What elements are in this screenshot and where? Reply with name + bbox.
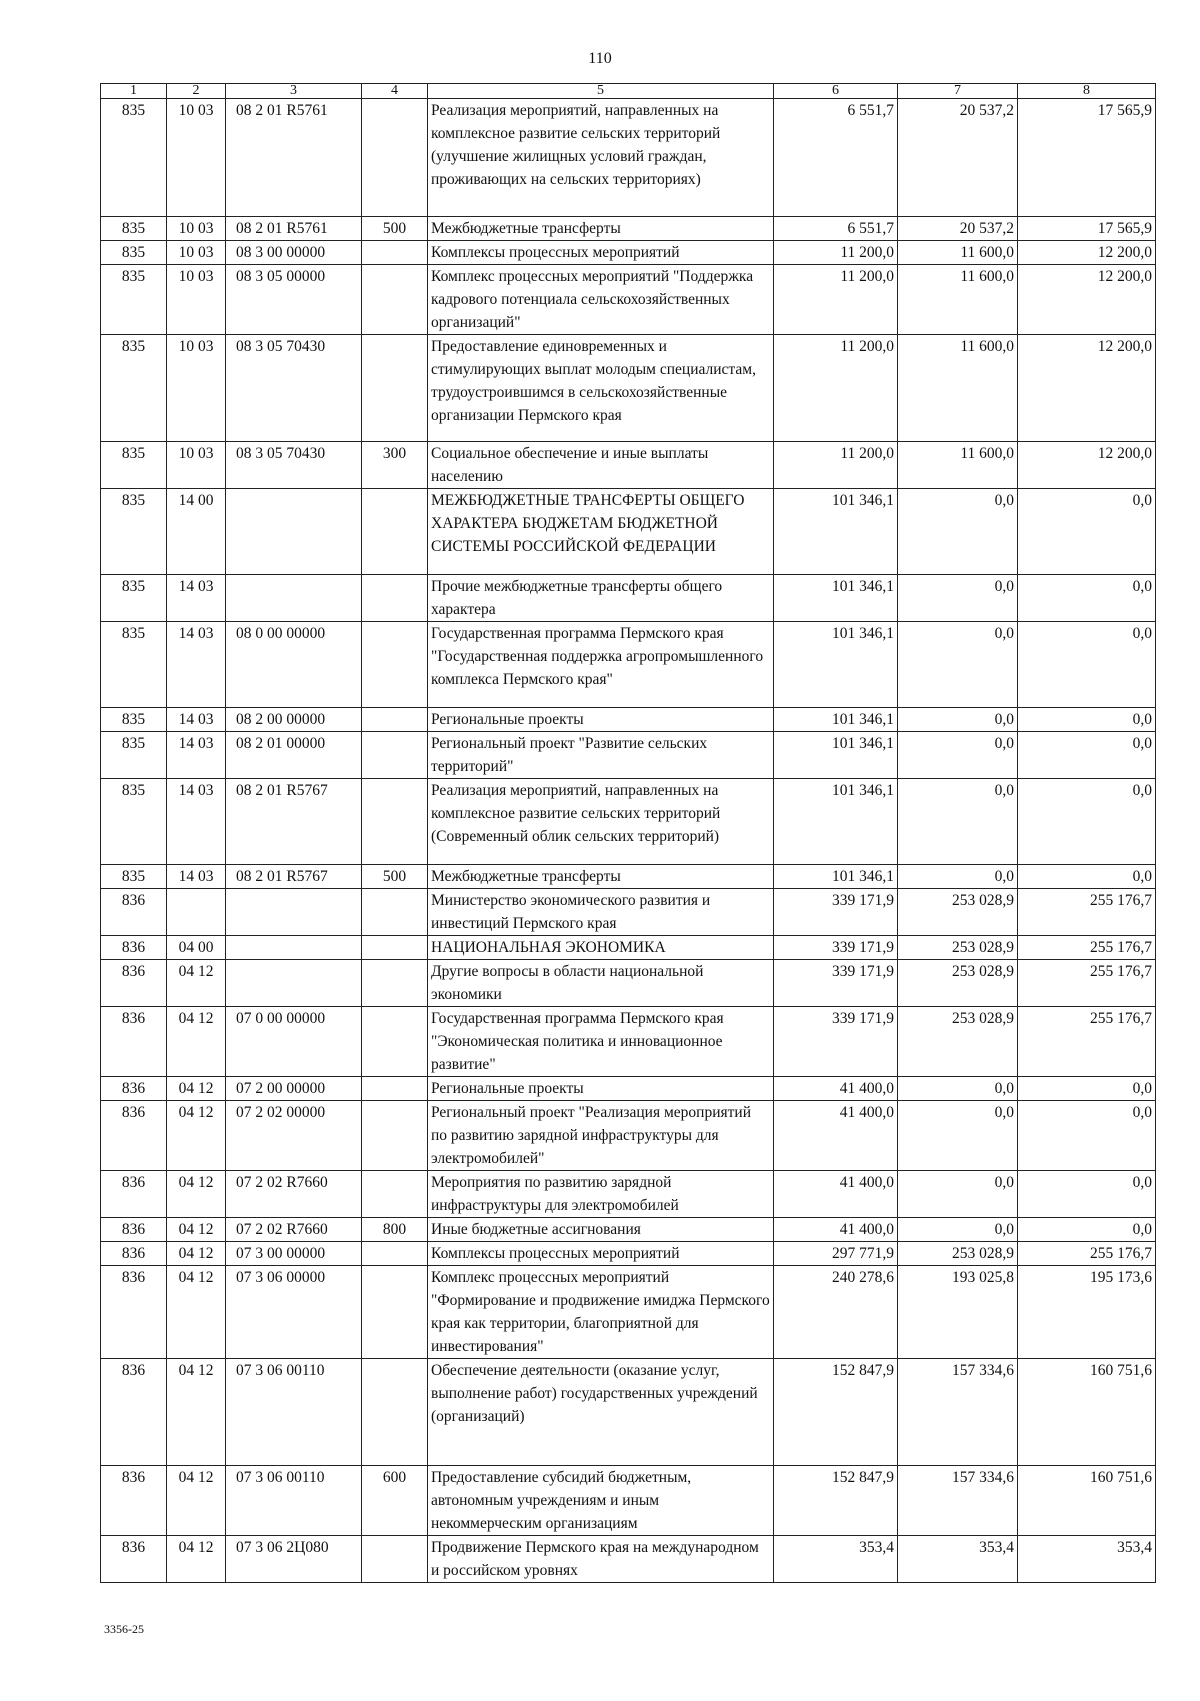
table-row [101, 217, 1156, 241]
expense-type-cell: 500 [362, 217, 428, 241]
expense-type-cell [362, 889, 428, 936]
gov-code-cell: 835 [101, 575, 167, 622]
section-code-cell: 04 12 [167, 1171, 226, 1218]
amount-cell: 255 176,7 [1018, 1007, 1156, 1077]
amount-cell: 11 600,0 [898, 442, 1018, 489]
description-cell: Другие вопросы в области национальной экономики [428, 960, 774, 1007]
table-row [101, 335, 1156, 442]
target-code-cell [226, 960, 362, 1007]
amount-cell: 255 176,7 [1018, 889, 1156, 936]
description-cell: Мероприятия по развитию зарядной инфраструктуры для электромобилей [428, 1171, 774, 1218]
table-row [101, 960, 1156, 1007]
amount-cell: 193 025,8 [898, 1266, 1018, 1359]
gov-code-cell: 835 [101, 732, 167, 779]
gov-code-cell: 835 [101, 622, 167, 708]
amount-cell: 41 400,0 [774, 1077, 898, 1101]
gov-code-cell: 836 [101, 1466, 167, 1536]
amount-cell: 240 278,6 [774, 1266, 898, 1359]
expense-type-cell [362, 960, 428, 1007]
description-cell: Комплекс процессных мероприятий "Формирование и продвижение имиджа Пермского края как территории, благоприятной для инвестирования" [428, 1266, 774, 1359]
target-code-cell: 08 3 05 70430 [226, 442, 362, 489]
gov-code-cell: 836 [101, 960, 167, 1007]
section-code-cell: 04 12 [167, 960, 226, 1007]
amount-cell: 11 200,0 [774, 241, 898, 265]
section-code-cell: 14 03 [167, 779, 226, 865]
description-cell: МЕЖБЮДЖЕТНЫЕ ТРАНСФЕРТЫ ОБЩЕГО ХАРАКТЕРА БЮДЖЕТАМ БЮДЖЕТНОЙ СИСТЕМЫ РОССИЙСКОЙ ФЕДЕРАЦИИ [428, 489, 774, 575]
amount-cell: 11 600,0 [898, 265, 1018, 335]
gov-code-cell: 836 [101, 1007, 167, 1077]
amount-cell: 6 551,7 [774, 217, 898, 241]
expense-type-cell [362, 1007, 428, 1077]
target-code-cell: 08 2 01 R5761 [226, 99, 362, 217]
amount-cell: 17 565,9 [1018, 217, 1156, 241]
target-code-cell: 08 2 01 R5767 [226, 865, 362, 889]
amount-cell: 12 200,0 [1018, 335, 1156, 442]
description-cell: Прочие межбюджетные трансферты общего характера [428, 575, 774, 622]
gov-code-cell: 836 [101, 936, 167, 960]
section-code-cell: 04 12 [167, 1536, 226, 1583]
expense-type-cell [362, 779, 428, 865]
amount-cell: 11 600,0 [898, 241, 1018, 265]
amount-cell: 0,0 [1018, 1218, 1156, 1242]
expense-type-cell [362, 1101, 428, 1171]
target-code-cell [226, 889, 362, 936]
section-code-cell: 14 03 [167, 622, 226, 708]
column-header: 7 [898, 84, 1018, 99]
amount-cell: 255 176,7 [1018, 1242, 1156, 1266]
table-row [101, 1171, 1156, 1218]
amount-cell: 255 176,7 [1018, 936, 1156, 960]
gov-code-cell: 835 [101, 708, 167, 732]
gov-code-cell: 835 [101, 865, 167, 889]
table-row [101, 442, 1156, 489]
gov-code-cell: 836 [101, 1101, 167, 1171]
amount-cell: 41 400,0 [774, 1171, 898, 1218]
gov-code-cell: 835 [101, 489, 167, 575]
description-cell: Региональный проект "Реализация мероприятий по развитию зарядной инфраструктуры для электромобилей" [428, 1101, 774, 1171]
expense-type-cell [362, 241, 428, 265]
target-code-cell: 07 0 00 00000 [226, 1007, 362, 1077]
gov-code-cell: 836 [101, 1359, 167, 1466]
amount-cell: 253 028,9 [898, 1242, 1018, 1266]
target-code-cell: 07 3 06 2Ц080 [226, 1536, 362, 1583]
expense-type-cell [362, 575, 428, 622]
table-row [101, 1359, 1156, 1466]
amount-cell: 160 751,6 [1018, 1359, 1156, 1466]
table-row [101, 1218, 1156, 1242]
description-cell: Реализация мероприятий, направленных на комплексное развитие сельских территорий (улучшение жилищных условий граждан, проживающих на сельских территориях) [428, 99, 774, 217]
target-code-cell: 07 3 06 00110 [226, 1359, 362, 1466]
description-cell: Государственная программа Пермского края "Экономическая политика и инновационное развитие" [428, 1007, 774, 1077]
section-code-cell: 04 00 [167, 936, 226, 960]
expense-type-cell [362, 99, 428, 217]
amount-cell: 12 200,0 [1018, 265, 1156, 335]
gov-code-cell: 836 [101, 1077, 167, 1101]
description-cell: Социальное обеспечение и иные выплаты населению [428, 442, 774, 489]
table-row [101, 622, 1156, 708]
target-code-cell [226, 936, 362, 960]
table-row [101, 1266, 1156, 1359]
amount-cell: 41 400,0 [774, 1218, 898, 1242]
amount-cell: 0,0 [1018, 489, 1156, 575]
amount-cell: 0,0 [898, 1101, 1018, 1171]
section-code-cell: 10 03 [167, 241, 226, 265]
amount-cell: 0,0 [1018, 865, 1156, 889]
amount-cell: 17 565,9 [1018, 99, 1156, 217]
expense-type-cell: 300 [362, 442, 428, 489]
amount-cell: 152 847,9 [774, 1466, 898, 1536]
expense-type-cell [362, 489, 428, 575]
description-cell: Региональный проект "Развитие сельских территорий" [428, 732, 774, 779]
section-code-cell: 10 03 [167, 335, 226, 442]
description-cell: Предоставление единовременных и стимулирующих выплат молодым специалистам, трудоустроившимся в сельскохозяйственные организации Пермского края [428, 335, 774, 442]
target-code-cell: 08 3 05 70430 [226, 335, 362, 442]
table-row [101, 1536, 1156, 1583]
amount-cell: 0,0 [1018, 1171, 1156, 1218]
amount-cell: 339 171,9 [774, 960, 898, 1007]
target-code-cell: 07 2 00 00000 [226, 1077, 362, 1101]
gov-code-cell: 835 [101, 442, 167, 489]
section-code-cell: 10 03 [167, 217, 226, 241]
amount-cell: 101 346,1 [774, 489, 898, 575]
section-code-cell: 04 12 [167, 1007, 226, 1077]
amount-cell: 253 028,9 [898, 889, 1018, 936]
expense-type-cell [362, 1536, 428, 1583]
column-header: 5 [428, 84, 774, 99]
table-row [101, 1242, 1156, 1266]
description-cell: Реализация мероприятий, направленных на комплексное развитие сельских территорий (Современный облик сельских территорий) [428, 779, 774, 865]
target-code-cell: 08 2 01 R5767 [226, 779, 362, 865]
amount-cell: 0,0 [898, 489, 1018, 575]
description-cell: Продвижение Пермского края на международном и российском уровнях [428, 1536, 774, 1583]
amount-cell: 101 346,1 [774, 622, 898, 708]
column-header: 1 [101, 84, 167, 99]
expense-type-cell [362, 265, 428, 335]
amount-cell: 0,0 [1018, 1077, 1156, 1101]
description-cell: Межбюджетные трансферты [428, 865, 774, 889]
amount-cell: 353,4 [898, 1536, 1018, 1583]
expense-type-cell: 800 [362, 1218, 428, 1242]
section-code-cell: 14 03 [167, 865, 226, 889]
gov-code-cell: 835 [101, 241, 167, 265]
table-row [101, 489, 1156, 575]
section-code-cell: 14 03 [167, 708, 226, 732]
section-code-cell: 04 12 [167, 1242, 226, 1266]
target-code-cell [226, 489, 362, 575]
amount-cell: 0,0 [898, 1077, 1018, 1101]
amount-cell: 12 200,0 [1018, 241, 1156, 265]
amount-cell: 0,0 [898, 575, 1018, 622]
section-code-cell: 10 03 [167, 99, 226, 217]
gov-code-cell: 835 [101, 335, 167, 442]
description-cell: Обеспечение деятельности (оказание услуг, выполнение работ) государственных учреждений (организаций) [428, 1359, 774, 1466]
amount-cell: 0,0 [898, 865, 1018, 889]
amount-cell: 0,0 [1018, 575, 1156, 622]
amount-cell: 20 537,2 [898, 99, 1018, 217]
target-code-cell: 07 2 02 R7660 [226, 1171, 362, 1218]
column-header: 6 [774, 84, 898, 99]
section-code-cell: 14 03 [167, 575, 226, 622]
amount-cell: 152 847,9 [774, 1359, 898, 1466]
target-code-cell: 08 0 00 00000 [226, 622, 362, 708]
target-code-cell: 08 3 00 00000 [226, 241, 362, 265]
amount-cell: 0,0 [898, 1171, 1018, 1218]
table-row [101, 265, 1156, 335]
table-row [101, 241, 1156, 265]
budget-table [100, 83, 1156, 1583]
expense-type-cell [362, 732, 428, 779]
amount-cell: 0,0 [898, 732, 1018, 779]
table-row [101, 708, 1156, 732]
column-header: 4 [362, 84, 428, 99]
expense-type-cell [362, 936, 428, 960]
amount-cell: 0,0 [1018, 732, 1156, 779]
expense-type-cell [362, 1266, 428, 1359]
amount-cell: 41 400,0 [774, 1101, 898, 1171]
amount-cell: 101 346,1 [774, 865, 898, 889]
amount-cell: 253 028,9 [898, 960, 1018, 1007]
amount-cell: 0,0 [898, 708, 1018, 732]
amount-cell: 101 346,1 [774, 708, 898, 732]
target-code-cell: 07 3 00 00000 [226, 1242, 362, 1266]
section-code-cell: 10 03 [167, 265, 226, 335]
table-row [101, 1077, 1156, 1101]
amount-cell: 339 171,9 [774, 889, 898, 936]
gov-code-cell: 836 [101, 1171, 167, 1218]
gov-code-cell: 835 [101, 217, 167, 241]
table-row [101, 936, 1156, 960]
target-code-cell: 08 2 01 00000 [226, 732, 362, 779]
page-number: 110 [588, 50, 612, 67]
amount-cell: 157 334,6 [898, 1466, 1018, 1536]
column-header: 8 [1018, 84, 1156, 99]
target-code-cell [226, 575, 362, 622]
amount-cell: 101 346,1 [774, 732, 898, 779]
expense-type-cell [362, 1077, 428, 1101]
target-code-cell: 08 2 01 R5761 [226, 217, 362, 241]
amount-cell: 353,4 [1018, 1536, 1156, 1583]
table-header-row [101, 84, 1156, 99]
table-row [101, 1007, 1156, 1077]
gov-code-cell: 835 [101, 99, 167, 217]
gov-code-cell: 836 [101, 889, 167, 936]
table-row [101, 1466, 1156, 1536]
amount-cell: 6 551,7 [774, 99, 898, 217]
amount-cell: 11 200,0 [774, 442, 898, 489]
amount-cell: 11 600,0 [898, 335, 1018, 442]
amount-cell: 11 200,0 [774, 335, 898, 442]
description-cell: НАЦИОНАЛЬНАЯ ЭКОНОМИКА [428, 936, 774, 960]
section-code-cell: 10 03 [167, 442, 226, 489]
amount-cell: 339 171,9 [774, 1007, 898, 1077]
gov-code-cell: 835 [101, 265, 167, 335]
amount-cell: 0,0 [898, 1218, 1018, 1242]
section-code-cell: 04 12 [167, 1218, 226, 1242]
target-code-cell: 07 2 02 R7660 [226, 1218, 362, 1242]
table-row [101, 889, 1156, 936]
expense-type-cell [362, 335, 428, 442]
description-cell: Комплекс процессных мероприятий "Поддержка кадрового потенциала сельскохозяйственных организаций" [428, 265, 774, 335]
section-code-cell: 14 03 [167, 732, 226, 779]
gov-code-cell: 836 [101, 1536, 167, 1583]
amount-cell: 0,0 [898, 622, 1018, 708]
section-code-cell: 04 12 [167, 1466, 226, 1536]
target-code-cell: 07 3 06 00000 [226, 1266, 362, 1359]
description-cell: Региональные проекты [428, 1077, 774, 1101]
expense-type-cell [362, 622, 428, 708]
gov-code-cell: 835 [101, 779, 167, 865]
amount-cell: 12 200,0 [1018, 442, 1156, 489]
expense-type-cell [362, 1171, 428, 1218]
description-cell: Комплексы процессных мероприятий [428, 1242, 774, 1266]
amount-cell: 0,0 [1018, 779, 1156, 865]
amount-cell: 0,0 [1018, 1101, 1156, 1171]
amount-cell: 101 346,1 [774, 575, 898, 622]
target-code-cell: 08 3 05 00000 [226, 265, 362, 335]
description-cell: Предоставление субсидий бюджетным, автономным учреждениям и иным некоммерческим организациям [428, 1466, 774, 1536]
amount-cell: 0,0 [898, 779, 1018, 865]
amount-cell: 253 028,9 [898, 936, 1018, 960]
column-header: 3 [226, 84, 362, 99]
amount-cell: 297 771,9 [774, 1242, 898, 1266]
gov-code-cell: 836 [101, 1242, 167, 1266]
gov-code-cell: 836 [101, 1266, 167, 1359]
expense-type-cell [362, 1242, 428, 1266]
description-cell: Региональные проекты [428, 708, 774, 732]
target-code-cell: 07 3 06 00110 [226, 1466, 362, 1536]
amount-cell: 253 028,9 [898, 1007, 1018, 1077]
expense-type-cell [362, 1359, 428, 1466]
amount-cell: 195 173,6 [1018, 1266, 1156, 1359]
section-code-cell: 04 12 [167, 1077, 226, 1101]
amount-cell: 255 176,7 [1018, 960, 1156, 1007]
amount-cell: 0,0 [1018, 622, 1156, 708]
description-cell: Комплексы процессных мероприятий [428, 241, 774, 265]
table-row [101, 575, 1156, 622]
amount-cell: 101 346,1 [774, 779, 898, 865]
section-code-cell: 04 12 [167, 1101, 226, 1171]
expense-type-cell [362, 708, 428, 732]
description-cell: Министерство экономического развития и инвестиций Пермского края [428, 889, 774, 936]
description-cell: Государственная программа Пермского края "Государственная поддержка агропромышленного комплекса Пермского края" [428, 622, 774, 708]
description-cell: Межбюджетные трансферты [428, 217, 774, 241]
amount-cell: 339 171,9 [774, 936, 898, 960]
amount-cell: 353,4 [774, 1536, 898, 1583]
description-cell: Иные бюджетные ассигнования [428, 1218, 774, 1242]
target-code-cell: 08 2 00 00000 [226, 708, 362, 732]
amount-cell: 157 334,6 [898, 1359, 1018, 1466]
section-code-cell: 04 12 [167, 1266, 226, 1359]
amount-cell: 0,0 [1018, 708, 1156, 732]
table-row [101, 732, 1156, 779]
gov-code-cell: 836 [101, 1218, 167, 1242]
section-code-cell: 14 00 [167, 489, 226, 575]
amount-cell: 160 751,6 [1018, 1466, 1156, 1536]
amount-cell: 20 537,2 [898, 217, 1018, 241]
column-header: 2 [167, 84, 226, 99]
expense-type-cell: 500 [362, 865, 428, 889]
table-row [101, 865, 1156, 889]
section-code-cell: 04 12 [167, 1359, 226, 1466]
table-row [101, 779, 1156, 865]
table-row [101, 1101, 1156, 1171]
section-code-cell [167, 889, 226, 936]
target-code-cell: 07 2 02 00000 [226, 1101, 362, 1171]
amount-cell: 11 200,0 [774, 265, 898, 335]
expense-type-cell: 600 [362, 1466, 428, 1536]
table-row [101, 99, 1156, 217]
document-code: 3356-25 [104, 1622, 144, 1636]
